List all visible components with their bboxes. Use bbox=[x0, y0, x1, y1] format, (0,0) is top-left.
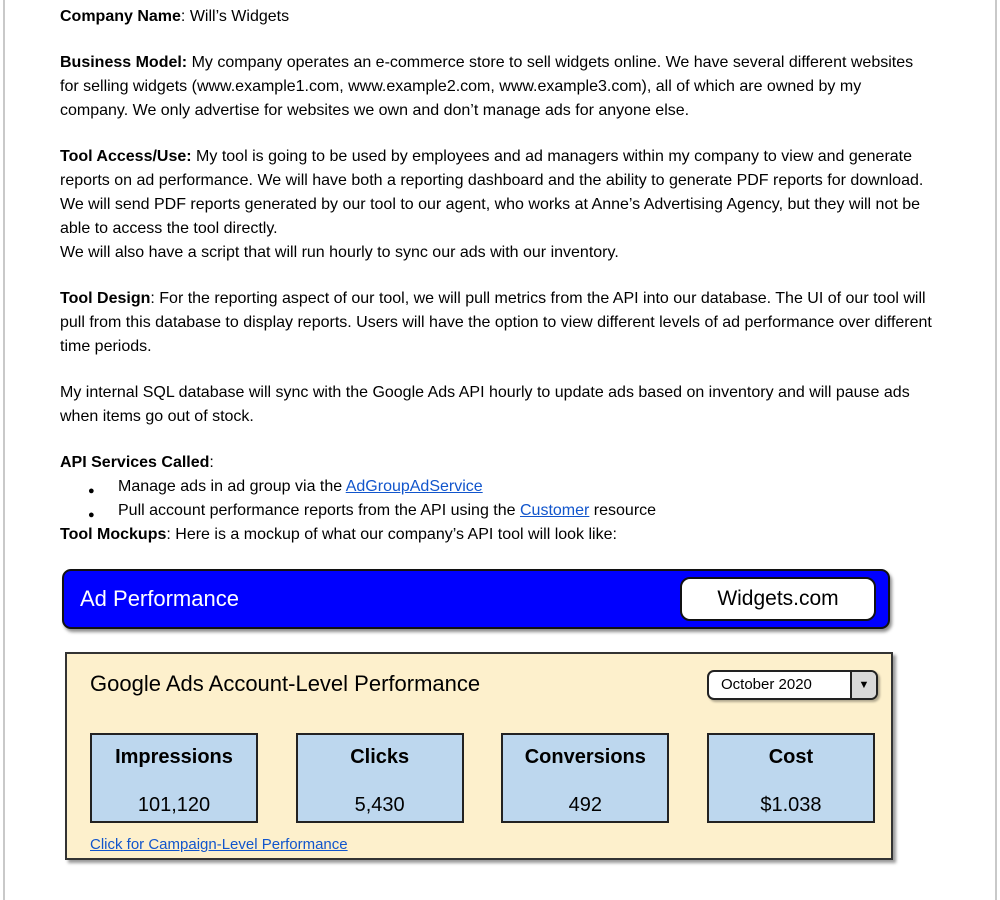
dashboard-panel-header bbox=[90, 669, 878, 700]
dashboard-panel bbox=[65, 652, 893, 860]
bullet-text-pre: Pull account performance reports from the API using the bbox=[118, 502, 520, 519]
metric-label: Clicks bbox=[350, 746, 410, 768]
metric-card-clicks bbox=[296, 733, 464, 823]
company-name-value: : Will’s Widgets bbox=[180, 8, 290, 25]
tool-mockups-label: Tool Mockups bbox=[60, 526, 167, 543]
campaign-level-performance-link[interactable]: Click for Campaign-Level Performance bbox=[90, 836, 348, 853]
customer-link[interactable]: Customer bbox=[519, 502, 590, 519]
adgroupadservice-link[interactable]: AdGroupAdService bbox=[345, 478, 483, 495]
dashboard-title: Google Ads Account-Level Performance bbox=[90, 671, 481, 696]
mockup-header-title: Ad Performance bbox=[80, 586, 239, 611]
period-dropdown-value: October 2020 bbox=[721, 676, 812, 693]
metric-value: $1.038 bbox=[760, 794, 822, 816]
paragraph-tool-access bbox=[60, 145, 932, 265]
mockup-header-bar bbox=[62, 569, 890, 629]
paragraph-api-services bbox=[60, 451, 932, 475]
sql-note-text: My internal SQL database will sync with the Google Ads API hourly to update ads based on inventory and will pause ads when items go out of stock. bbox=[60, 384, 910, 425]
api-services-list bbox=[60, 475, 932, 523]
list-item-adgroupadservice bbox=[60, 475, 932, 499]
metric-label: Impressions bbox=[115, 746, 233, 768]
metric-value: 492 bbox=[568, 794, 602, 816]
paragraph-sql-note bbox=[60, 381, 932, 429]
tool-mockups-text: : Here is a mockup of what our company’s API tool will look like: bbox=[166, 526, 617, 543]
metric-card-impressions bbox=[90, 733, 258, 823]
bullet-text-post: resource bbox=[589, 502, 657, 519]
tool-design-label: Tool Design bbox=[60, 290, 151, 307]
metric-value: 101,120 bbox=[137, 794, 211, 816]
list-item-customer-resource bbox=[60, 499, 932, 523]
paragraph-tool-design bbox=[60, 287, 932, 359]
bullet-text-pre: Manage ads in ad group via the bbox=[118, 478, 346, 495]
page-edge-right bbox=[995, 0, 997, 900]
period-dropdown[interactable] bbox=[707, 670, 878, 700]
widgets-site-button[interactable]: Widgets.com bbox=[680, 577, 876, 621]
paragraph-tool-mockups bbox=[60, 523, 932, 547]
chevron-down-icon[interactable]: ▼ bbox=[850, 672, 876, 698]
tool-design-text: : For the reporting aspect of our tool, we will pull metrics from the API into our database. The UI of our tool will pull from this database to display reports. Users will have the option to view different levels of ad performance over different time periods. bbox=[60, 290, 932, 355]
metric-label: Cost bbox=[768, 746, 814, 768]
api-services-label: API Services Called bbox=[60, 454, 210, 471]
metric-card-cost bbox=[707, 733, 875, 823]
document-page bbox=[60, 5, 932, 860]
paragraph-business-model bbox=[60, 51, 932, 123]
metric-card-conversions bbox=[501, 733, 669, 823]
paragraph-company-name bbox=[60, 5, 932, 29]
business-model-text: My company operates an e-commerce store to sell widgets online. We have several different websites for selling widgets (www.example1.com, www.example2.com, www.example3.com), all of which are owned by my company. We only advertise for websites we own and don’t manage ads for anyone else. bbox=[60, 54, 914, 119]
tool-access-line2: We will also have a script that will run hourly to sync our ads with our inventory. bbox=[60, 244, 619, 261]
company-name-label: Company Name bbox=[60, 8, 181, 25]
metric-value: 5,430 bbox=[354, 794, 405, 816]
business-model-label: Business Model: bbox=[60, 54, 188, 71]
tool-access-text: My tool is going to be used by employees and ad managers within my company to view and generate reports on ad performance. We will have both a reporting dashboard and the ability to generate PDF reports for download. We will send PDF reports generated by our tool to our agent, who works at Anne’s Advertising Agency, but they will not be able to access the tool directly. bbox=[60, 148, 924, 237]
api-services-colon: : bbox=[209, 454, 214, 471]
campaign-link-row bbox=[90, 833, 878, 857]
metric-cards-row bbox=[90, 733, 878, 823]
tool-access-label: Tool Access/Use: bbox=[60, 148, 192, 165]
metric-label: Conversions bbox=[524, 746, 646, 768]
page-edge-left bbox=[3, 0, 5, 900]
